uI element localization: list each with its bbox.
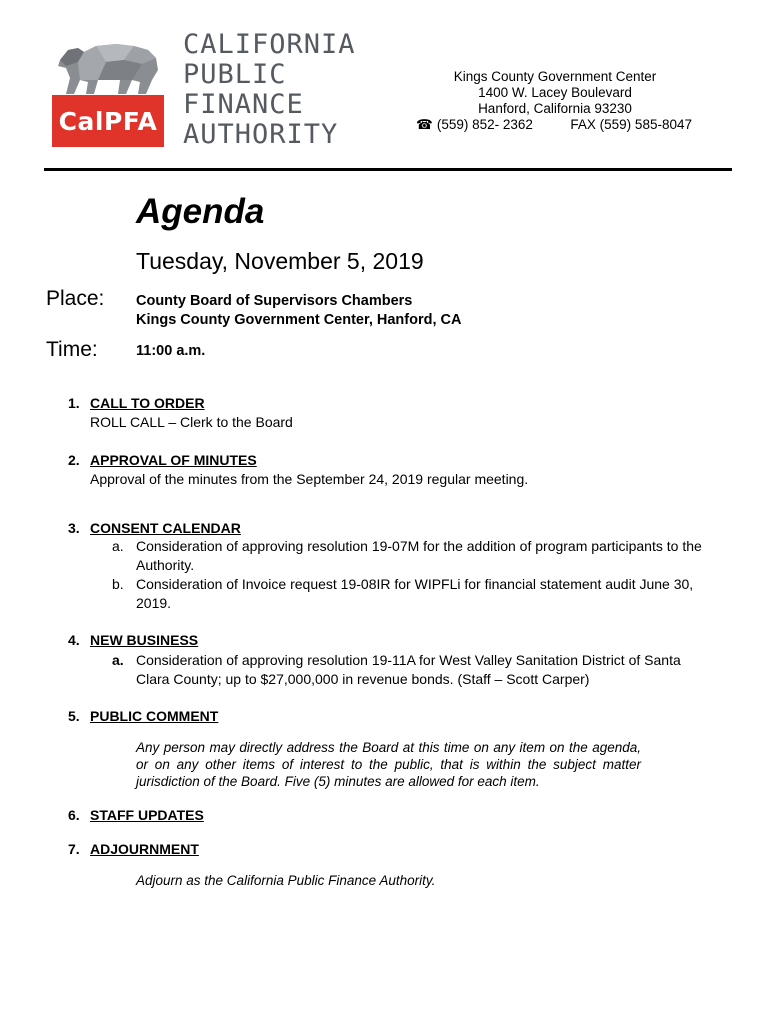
org-name-line: AUTHORITY	[183, 119, 339, 150]
item-heading: CONSENT CALENDAR	[90, 520, 241, 536]
agenda-item	[68, 631, 198, 649]
meeting-date: Tuesday, November 5, 2019	[136, 248, 424, 274]
sub-item-text: Consideration of Invoice request 19-08IR for WIPFLi for financial statement audit June 30, 2019.	[136, 576, 694, 611]
phone-text: (559) 852- 2362	[436, 117, 533, 132]
item-heading: PUBLIC COMMENT	[90, 708, 219, 724]
bear-icon	[54, 38, 162, 96]
address-line: Kings County Government Center	[453, 69, 657, 84]
adjournment-note: Adjourn as the California Public Finance Authority.	[136, 873, 436, 888]
agenda-item	[68, 394, 205, 412]
item-number: 7.	[68, 841, 80, 857]
item-number: 5.	[68, 708, 80, 724]
place-line: Kings County Government Center, Hanford, CA	[136, 312, 462, 328]
header-divider	[44, 168, 732, 171]
sub-item-letter: a.	[112, 652, 124, 668]
sub-item	[112, 537, 712, 575]
org-name-line: FINANCE	[183, 89, 304, 120]
agenda-item	[68, 707, 218, 725]
calpfa-badge: CalPFA	[52, 95, 164, 147]
contact-row	[400, 117, 710, 133]
item-heading: CALL TO ORDER	[90, 395, 205, 411]
phone-number	[416, 117, 533, 133]
place-label: Place:	[46, 287, 105, 310]
item-detail: ROLL CALL – Clerk to the Board	[90, 414, 293, 430]
org-name-line: PUBLIC	[183, 59, 287, 90]
item-detail: Approval of the minutes from the September 24, 2019 regular meeting.	[90, 471, 529, 487]
item-heading: NEW BUSINESS	[90, 632, 199, 648]
item-number: 3.	[68, 520, 80, 536]
fax-number: FAX (559) 585-8047	[570, 117, 692, 132]
time-value: 11:00 a.m.	[136, 343, 206, 359]
item-number: 2.	[68, 452, 80, 468]
agenda-item	[68, 806, 204, 824]
sub-item	[112, 651, 712, 689]
page-title: Agenda	[136, 192, 265, 231]
place-value	[136, 292, 461, 330]
public-comment-note: Any person may directly address the Board at this time on any item on the agenda, or on any other items of interest to the public, that is within the subject matter jurisdiction of the Board. Five (5) minutes are allowed for each item.	[136, 740, 641, 789]
address-line: 1400 W. Lacey Boulevard	[478, 85, 632, 100]
item-number: 6.	[68, 807, 80, 823]
address-block	[400, 69, 710, 133]
telephone-icon: ☎	[416, 117, 433, 132]
item-heading: APPROVAL OF MINUTES	[90, 452, 257, 468]
sub-item-letter: a.	[112, 538, 124, 554]
sub-item	[112, 575, 712, 613]
agenda-item	[68, 840, 199, 858]
place-line: County Board of Supervisors Chambers	[136, 293, 413, 309]
sub-item-text: Consideration of approving resolution 19-11A for West Valley Sanitation District of Santa Clara County; up to $27,000,000 in revenue bonds. (Staff – Scott Carper)	[136, 652, 681, 687]
sub-item-text: Consideration of approving resolution 19-07M for the addition of program participants to the Authority.	[136, 538, 702, 573]
item-number: 4.	[68, 632, 80, 648]
org-name-line: CALIFORNIA	[183, 29, 356, 60]
sub-item-letter: b.	[112, 576, 124, 592]
address-line: Hanford, California 93230	[478, 101, 632, 116]
organization-name	[183, 30, 356, 150]
agenda-item	[68, 451, 257, 469]
time-label: Time:	[46, 338, 98, 361]
item-number: 1.	[68, 395, 80, 411]
agenda-item	[68, 519, 241, 537]
item-heading: STAFF UPDATES	[90, 807, 204, 823]
calpfa-logo	[50, 30, 370, 155]
item-heading: ADJOURNMENT	[90, 841, 199, 857]
